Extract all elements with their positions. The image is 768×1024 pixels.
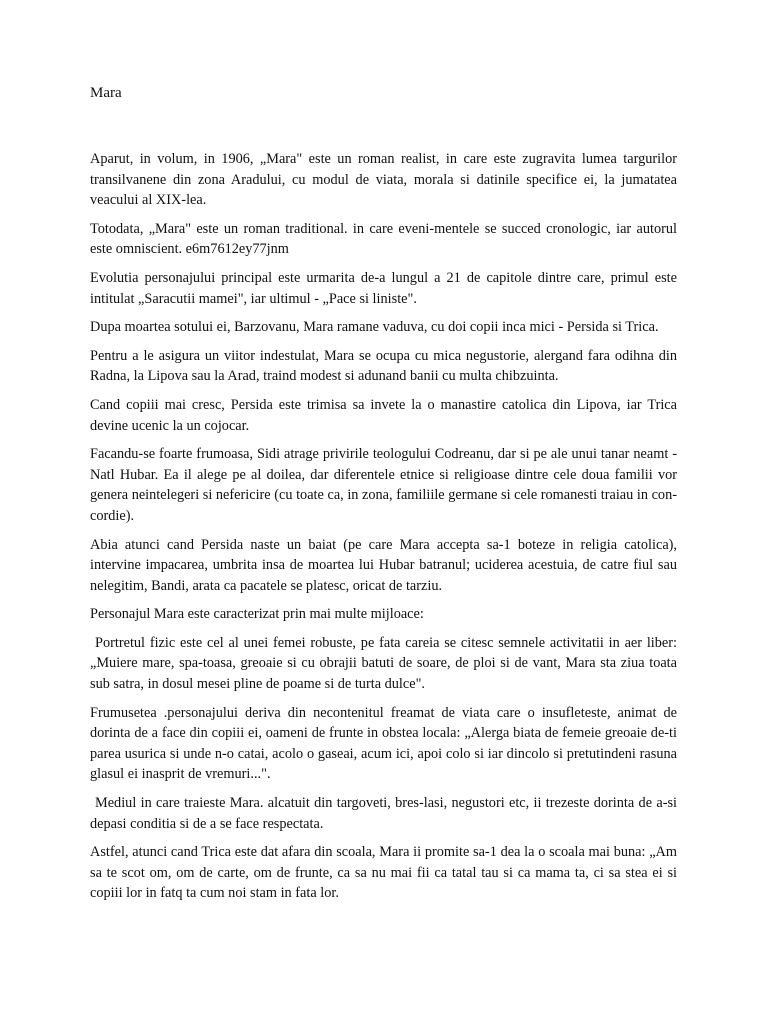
document-page bbox=[90, 82, 677, 912]
paragraph-widow: Dupa moartea sotului ei, Barzovanu, Mara ramane vaduva, cu doi copii inca mici - Persida si Trica. bbox=[90, 319, 659, 336]
paragraph-school: Astfel, atunci cand Trica este dat afara din scoala, Mara ii promite sa-1 dea la o scoala mai buna: „Am sa te scot om, om de carte, om de frunte, ca sa nu mai fii ca tatal tau si ca mama ta, ci sa stea ei si copiii lor in fatq ta cum noi stam in fata lor. bbox=[90, 844, 677, 902]
paragraph-traditional-novel: Totodata, „Mara" este un roman traditional. in care eveni-mentele se succed cronologic, iar autorul este omniscient. e6m7612ey77jnm bbox=[90, 220, 677, 258]
paragraph-beauty: Frumusetea .personajului deriva din necontenitul freamat de viata care o insufleteste, animat de dorinta de a face din copiii ei, oameni de frunte in obstea locala: „Alerga biata de femeie greoaie de-ti parea usurica si unde n-o catai, acolo o gaseai, acum ici, apoi colo si iar dincolo si pretutindeni rasuna glasul ei inasprit de vremuri...". bbox=[90, 704, 677, 783]
document-title: Mara bbox=[90, 85, 122, 101]
paragraph-trade: Pentru a le asigura un viitor indestulat, Mara se ocupa cu mica negustorie, alergand fara odihna din Radna, la Lipova sau la Arad, traind modest si adunand banii cu multa chibzuinta. bbox=[90, 347, 677, 385]
paragraph-sidi: Facandu-se foarte frumoasa, Sidi atrage privirile teologului Codreanu, dar si pe ale unui tanar neamt - Natl Hubar. Ea il alege pe al doilea, dar diferentele etnice si religioase dintre cele doua familii vor genera neintelegeri si nefericire (cu toate ca, in zona, familiile germane si cele romanesti traiau in con-cordie). bbox=[90, 446, 677, 524]
paragraph-environment: Mediul in care traieste Mara. alcatuit din targoveti, bres-lasi, negustori etc, ii trezeste dorinta de a-si depasi conditia si de a se face respectata. bbox=[90, 795, 677, 832]
paragraph-portrait: Portretul fizic este cel al unei femei robuste, pe fata careia se citesc semnele activitatii in aer liber: „Muiere mare, spa-toasa, greoaie si cu obrajii batuti de soare, de ploi si de vant, Mara sta ziua toata sub satra, in dosul mesei pline de poame si de turta dulce". bbox=[90, 634, 677, 693]
paragraph-children: Cand copiii mai cresc, Persida este trimisa sa invete la o manastire catolica din Lipova, iar Trica devine ucenic la un cojocar. bbox=[90, 396, 677, 434]
paragraph-characterization: Personajul Mara este caracterizat prin mai multe mijloace: bbox=[90, 606, 424, 623]
paragraph-reconciliation: Abia atunci cand Persida naste un baiat (pe care Mara accepta sa-1 boteze in religia catolica), intervine impacarea, umbrita insa de moartea lui Hubar batranul; uciderea acestuia, de catre fiul sau nelegitim, Bandi, arata ca pacatele se platesc, oricat de tarziu. bbox=[90, 536, 677, 594]
paragraph-chapters: Evolutia personajului principal este urmarita de-a lungul a 21 de capitole dintre care, primul este intitulat „Saracutii mamei", iar ultimul - „Pace si liniste". bbox=[90, 269, 677, 307]
paragraph-intro: Aparut, in volum, in 1906, „Mara" este un roman realist, in care este zugravita lumea targurilor transilvanene din zona Aradului, cu modul de viata, morala si datinile specifice ei, la jumatatea veacului al XIX-lea. bbox=[90, 151, 677, 209]
